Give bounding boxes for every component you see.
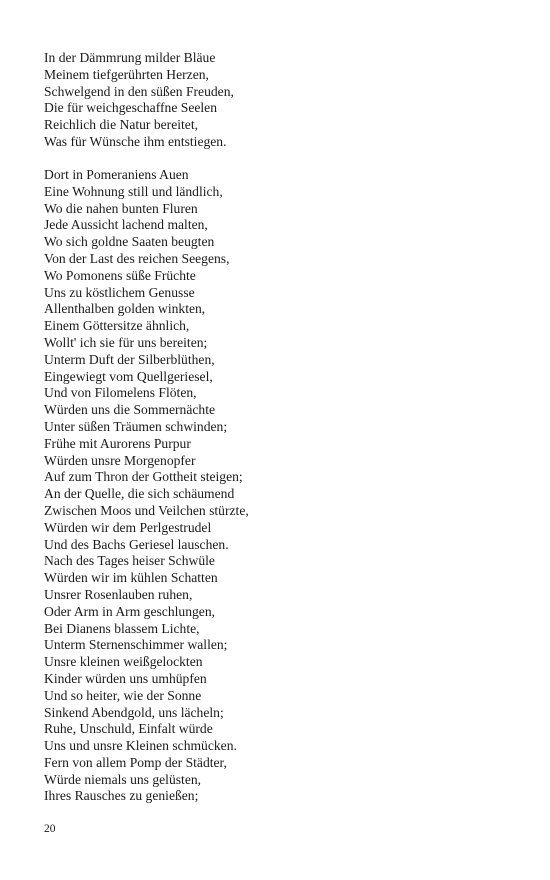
poem-line: Frühe mit Aurorens Purpur [44,435,191,451]
poem-line: Und so heiter, wie der Sonne [44,687,202,703]
poem-line: Dort in Pomeraniens Auen [44,167,189,182]
poem-line: Und des Bachs Geriesel lauschen. [44,536,229,552]
poem-line: Unsrer Rosenlauben ruhen, [44,586,193,602]
poem-line: Uns und unsre Kleinen schmücken. [44,738,237,754]
page-number: 20 [44,823,56,835]
poem-line: Würden wir dem Perlgestrudel [44,519,212,535]
poem-line: Wo Pomonens süße Früchte [44,267,196,283]
poem-line: Würde niemals uns gelüsten, [44,771,202,787]
poem-line: Was für Wünsche ihm entstiegen. [44,133,227,149]
poem-line: Schwelgend in den süßen Freuden, [44,83,234,99]
poem-line: Reichlich die Natur bereitet, [44,117,198,133]
poem-line: Zwischen Moos und Veilchen stürzte, [44,502,249,518]
poem-line: Kinder würden uns umhüpfen [44,670,207,686]
poem-line: Ruhe, Unschuld, Einfalt würde [44,721,213,737]
poem-line: Einem Göttersitze ähnlich, [44,318,190,334]
poem-line: Meinem tiefgerührten Herzen, [44,66,209,82]
poem-line: Unter süßen Träumen schwinden; [44,418,228,434]
poem-line: Wo die nahen bunten Fluren [44,200,198,216]
poem-line: Oder Arm in Arm geschlungen, [44,603,216,619]
poem-line: Wo sich goldne Saaten beugten [44,234,215,250]
poem-line: Auf zum Thron der Gottheit steigen; [44,469,243,485]
poem-line: Die für weichgeschaffne Seelen [44,100,217,116]
poem-line: Unterm Duft der Silberblüthen, [44,351,215,367]
poem-line: Fern von allem Pomp der Städter, [44,754,227,770]
poem-line: Unsre kleinen weißgelockten [44,654,203,670]
poem-line: Eine Wohnung still und ländlich, [44,183,223,199]
poem-line: Jede Aussicht lachend malten, [44,217,208,233]
poem-line: Bei Dianens blassem Lichte, [44,620,200,636]
poem-line: Eingewiegt vom Quellgeriesel, [44,368,213,384]
poem-line: Unterm Sternenschimmer wallen; [44,637,228,653]
poem-line: Würden unsre Morgenopfer [44,452,196,468]
poem-line: Würden wir im kühlen Schatten [44,570,218,586]
poem-line: Und von Filomelens Flöten, [44,385,197,401]
poem-line: In der Dämmrung milder Bläue [44,50,216,65]
poem-line: Wollt' ich sie für uns bereiten; [44,334,208,350]
poem-line: Allenthalben golden winkten, [44,301,206,317]
poem-line: An der Quelle, die sich schäumend [44,486,235,502]
poem-stanza-2 [44,167,249,805]
poem-line: Von der Last des reichen Seegens, [44,250,230,266]
poem-line: Ihres Rausches zu genießen; [44,788,199,804]
poem-line: Sinkend Abendgold, uns lächeln; [44,704,224,720]
poem-line: Nach des Tages heiser Schwüle [44,553,215,569]
poem-line: Uns zu köstlichem Genusse [44,284,195,300]
poem-stanza-1 [44,50,234,151]
poem-line: Würden uns die Sommernächte [44,402,216,418]
